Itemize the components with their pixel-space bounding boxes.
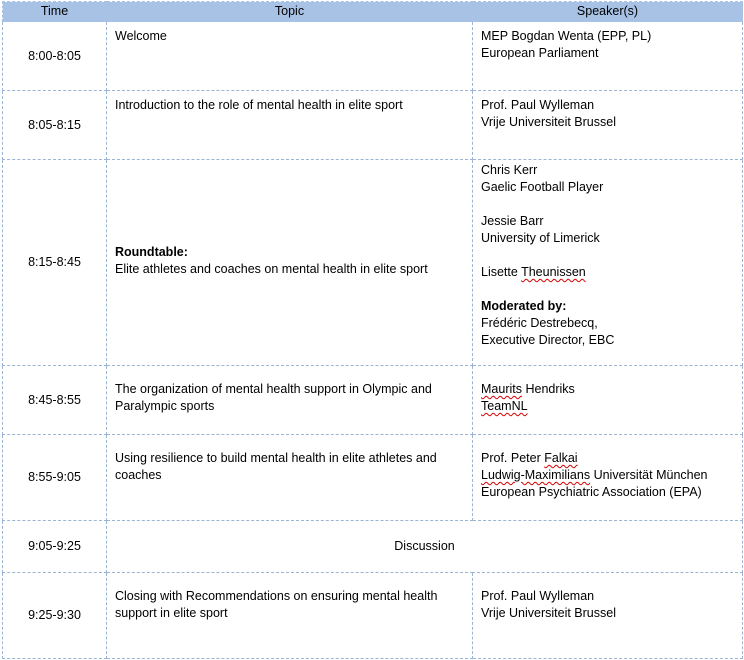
time-cell (3, 366, 107, 435)
speaker-line: European Psychiatric Association (EPA) (481, 485, 702, 499)
speaker-first-name: Prof. Peter (481, 451, 541, 465)
agenda-table (2, 1, 743, 659)
topic-cell (107, 91, 473, 160)
time-value: 9:05-9:25 (28, 539, 81, 553)
time-value: 8:00-8:05 (28, 48, 81, 63)
topic-text: Welcome (115, 29, 167, 43)
moderator-heading: Moderated by: (481, 299, 567, 313)
speaker-line: Gaelic Football Player (481, 180, 604, 194)
time-value: 8:45-8:55 (28, 392, 81, 407)
speaker-line: Chris Kerr (481, 163, 538, 177)
speaker-line (481, 467, 734, 484)
header-speakers: Speaker(s) (473, 2, 743, 22)
topic-text: Introduction to the role of mental health in elite sport (115, 98, 403, 112)
speaker-first-name: Lisette (481, 265, 518, 279)
topic-cell (107, 573, 473, 659)
time-value: 8:55-9:05 (28, 470, 81, 484)
topic-cell (107, 366, 473, 435)
time-cell (3, 435, 107, 521)
speakers-cell (473, 160, 743, 366)
time-value: 8:15-8:45 (28, 255, 81, 269)
discussion-cell (107, 521, 743, 573)
speaker-line (481, 264, 734, 281)
header-row (3, 2, 743, 22)
topic-text: Using resilience to build mental health in elite athletes and coaches (115, 451, 437, 482)
speakers-cell (473, 22, 743, 91)
topic-text: Discussion (394, 539, 455, 553)
table-row (3, 91, 743, 160)
speaker-line: Prof. Paul Wylleman (481, 589, 595, 603)
speakers-cell (473, 573, 743, 659)
speaker-line: Jessie Barr (481, 214, 544, 228)
speakers-cell (473, 435, 743, 521)
table-row (3, 366, 743, 435)
topic-text: Closing with Recommendations on ensuring mental health support in elite sport (115, 589, 438, 620)
speaker-last-name: Hendriks (525, 382, 575, 396)
speakers-cell (473, 91, 743, 160)
speaker-line: TeamNL (481, 399, 528, 413)
speaker-line: Prof. Paul Wylleman (481, 98, 595, 112)
topic-cell (107, 22, 473, 91)
topic-text: The organization of mental health support in Olympic and Paralympic sports (115, 382, 432, 413)
spacer (481, 281, 734, 298)
speaker-line: Executive Director, EBC (481, 333, 615, 347)
time-cell (3, 521, 107, 573)
speaker-line: Frédéric Destrebecq, (481, 316, 598, 330)
header-topic: Topic (107, 2, 473, 22)
speaker-line (481, 381, 734, 398)
speaker-line: Vrije Universiteit Brussel (481, 115, 616, 129)
time-value: 9:25-9:30 (28, 608, 81, 622)
speaker-line: European Parliament (481, 46, 599, 60)
spacer (481, 196, 734, 213)
speaker-line: Vrije Universiteit Brussel (481, 606, 616, 620)
speaker-last-name: Falkai (544, 451, 578, 465)
spacer (481, 247, 734, 264)
speaker-affiliation-part: Universität München (593, 468, 708, 482)
topic-text: Elite athletes and coaches on mental health in elite sport (115, 261, 428, 276)
speaker-first-name: Maurits (481, 382, 522, 396)
speaker-line: University of Limerick (481, 231, 600, 245)
time-cell (3, 573, 107, 659)
table-row (3, 435, 743, 521)
topic-cell (107, 435, 473, 521)
speaker-line (481, 450, 734, 467)
time-value: 8:05-8:15 (28, 117, 81, 132)
speaker-line: MEP Bogdan Wenta (EPP, PL) (481, 29, 652, 43)
time-cell (3, 91, 107, 160)
table-row (3, 160, 743, 366)
speaker-last-name: Theunissen (521, 265, 586, 279)
topic-cell (107, 160, 473, 366)
table-row (3, 573, 743, 659)
speaker-affiliation-part: Ludwig-Maximilians (481, 468, 591, 482)
time-cell (3, 22, 107, 91)
topic-heading: Roundtable: (115, 244, 188, 259)
header-time: Time (3, 2, 107, 22)
table-row (3, 521, 743, 573)
time-cell (3, 160, 107, 366)
table-row (3, 22, 743, 91)
speakers-cell (473, 366, 743, 435)
